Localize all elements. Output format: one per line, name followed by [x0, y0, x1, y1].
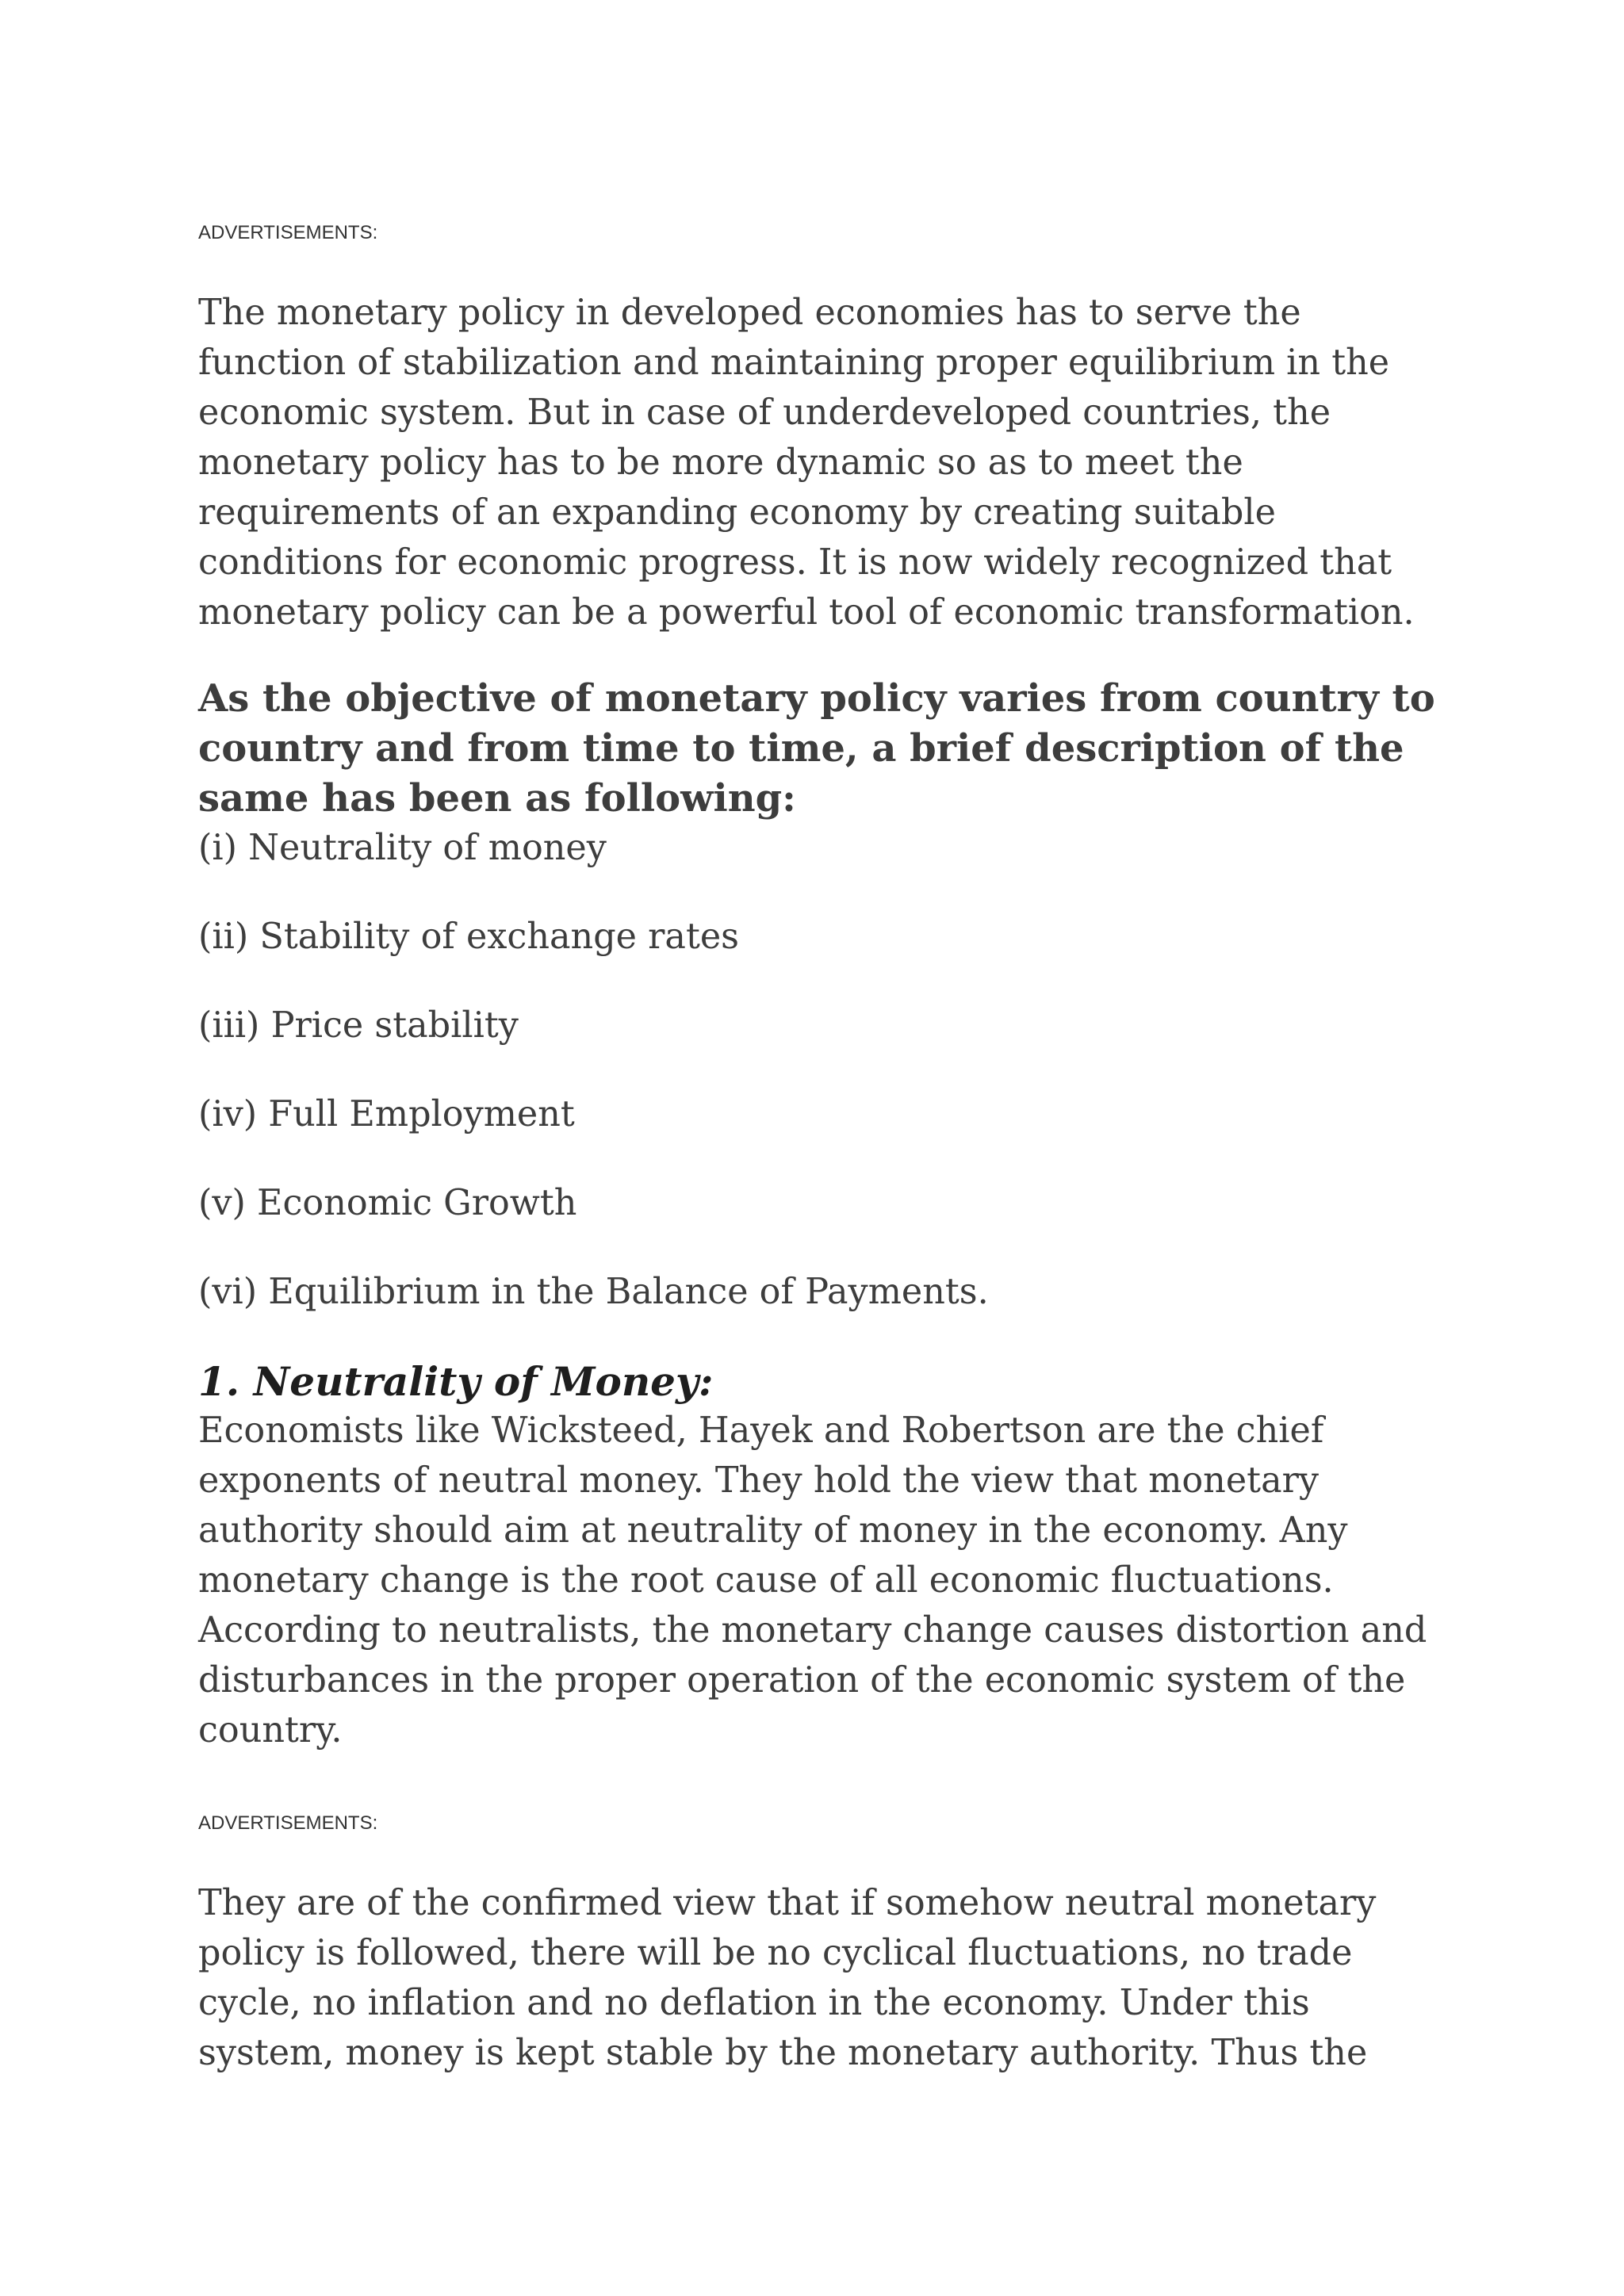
paragraph-line: system, money is kept stable by the monetary authority. Thus the	[198, 2033, 1368, 2073]
objectives-heading	[198, 674, 1467, 824]
paragraph-line: disturbances in the proper operation of the economic system of the	[198, 1660, 1406, 1701]
paragraph-line: According to neutralists, the monetary change causes distortion and	[198, 1610, 1427, 1651]
paragraph-line: Economists like Wicksteed, Hayek and Robertson are the chief	[198, 1410, 1324, 1451]
intro-line: The monetary policy in developed economies has to serve the	[198, 293, 1301, 333]
paragraph-line: country.	[198, 1710, 343, 1751]
intro-line: economic system. But in case of underdeveloped countries, the	[198, 392, 1331, 433]
paragraph-line: policy is followed, there will be no cyclical fluctuations, no trade	[198, 1933, 1353, 1973]
list-item: (vi) Equilibrium in the Balance of Payments.	[198, 1272, 989, 1312]
advertisement-label: ADVERTISEMENTS:	[198, 222, 378, 243]
list-item: (iv) Full Employment	[198, 1094, 575, 1135]
intro-line: function of stabilization and maintaining proper equilibrium in the	[198, 342, 1390, 383]
section-heading: 1. Neutrality of Money:	[198, 1358, 714, 1405]
list-item: (iii) Price stability	[198, 1005, 519, 1046]
section-paragraph	[198, 1878, 1467, 2078]
advertisement-label: ADVERTISEMENTS:	[198, 1812, 378, 1834]
objectives-heading-line: As the objective of monetary policy varies from country to	[198, 676, 1435, 721]
list-item: (v) Economic Growth	[198, 1183, 577, 1223]
objectives-heading-line: country and from time to time, a brief description of the	[198, 726, 1404, 771]
section-paragraph	[198, 1406, 1467, 1755]
intro-paragraph	[198, 288, 1467, 637]
list-item: (ii) Stability of exchange rates	[198, 916, 740, 957]
objectives-heading-line: same has been as following:	[198, 776, 796, 821]
intro-line: monetary policy can be a powerful tool of economic transformation.	[198, 592, 1415, 633]
paragraph-line: They are of the confirmed view that if somehow neutral monetary	[198, 1883, 1377, 1923]
list-item: (i) Neutrality of money	[198, 828, 607, 868]
paragraph-line: authority should aim at neutrality of money in the economy. Any	[198, 1510, 1348, 1551]
paragraph-line: exponents of neutral money. They hold the view that monetary	[198, 1460, 1320, 1501]
intro-line: conditions for economic progress. It is now widely recognized that	[198, 542, 1392, 583]
intro-line: requirements of an expanding economy by creating suitable	[198, 492, 1276, 533]
intro-line: monetary policy has to be more dynamic so as to meet the	[198, 442, 1243, 483]
paragraph-line: monetary change is the root cause of all economic fluctuations.	[198, 1560, 1334, 1601]
paragraph-line: cycle, no inflation and no deflation in the economy. Under this	[198, 1983, 1310, 2023]
